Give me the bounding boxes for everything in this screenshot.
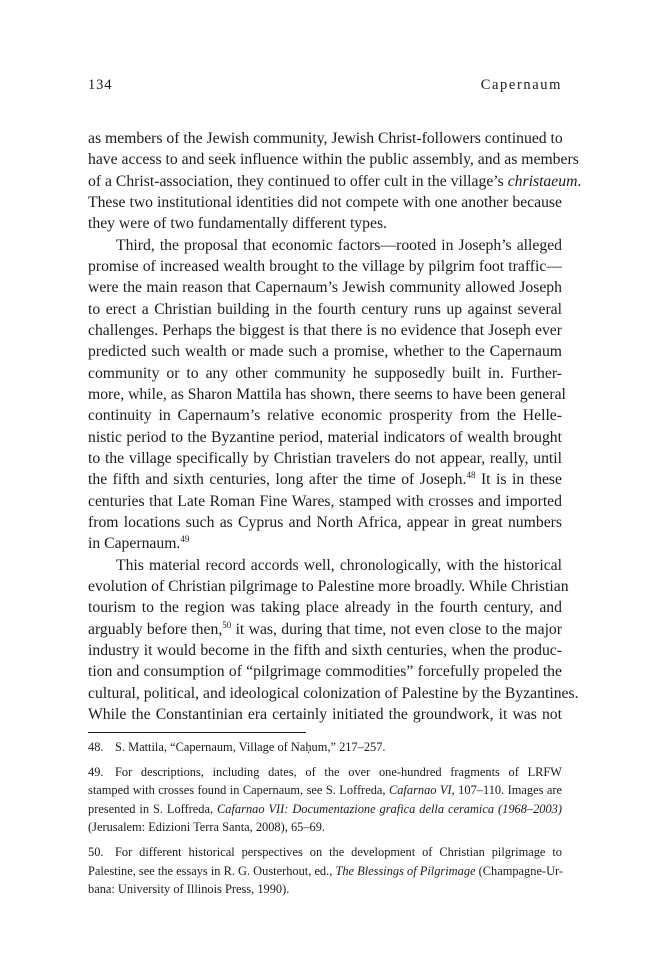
footnote [88, 738, 562, 757]
body-line: from locations such as Cyprus and North Africa, appear in great numbers [88, 513, 562, 531]
body-line: in Capernaum.$^{49}$ [88, 534, 190, 553]
footnote-reference: 50 [222, 619, 232, 630]
footnote-line: 48. S. Mattila, “Capernaum, Village of Naḥum,” 217–257. [88, 738, 562, 757]
footnote-line: stamped with crosses found in Capernaum, see S. Loffreda, Cafarnao VI, 107–110. Images are [88, 783, 562, 798]
body-line: industry it would become in the fifth and sixth centuries, when the produc- [88, 641, 562, 659]
footnote-line: (Jerusalem: Edizioni Terra Santa, 2008), 65–69. [88, 820, 326, 835]
running-title: Capernaum [480, 77, 562, 93]
footnote-number: 50. [88, 844, 104, 859]
running-head [88, 77, 562, 97]
body-line: the fifth and sixth centuries, long after the time of Joseph.$^{48}$ It is in these [88, 470, 562, 489]
footnote-line: bana: University of Illinois Press, 1990). [88, 882, 290, 897]
footnotes [88, 738, 562, 905]
body-line: challenges. Perhaps the biggest is that there is no evidence that Joseph ever [88, 321, 562, 339]
body-line: community or to any other community he supposedly built in. Further- [88, 364, 562, 382]
body-line: tourism to the region was taking place already in the fourth century, and [88, 599, 562, 617]
body-line: These two institutional identities did not compete with one another because [88, 193, 562, 211]
body-line: cultural, political, and ideological colonization of Palestine by the Byzantines. [88, 684, 579, 702]
body-line: Third, the proposal that economic factors—rooted in Joseph’s alleged [116, 236, 562, 254]
footnote-number: 48. [88, 740, 104, 754]
body-line: they were of two fundamentally different types. [88, 215, 387, 233]
italic-title: christaeum [507, 172, 578, 190]
body-line: nistic period to the Byzantine period, material indicators of wealth brought [88, 428, 562, 446]
footnote [88, 843, 562, 899]
body-line: tion and consumption of “pilgrimage commodities” forcefully propeled the [88, 663, 562, 681]
footnote-divider [88, 732, 306, 733]
body-line: arguably before then,$^{50}$ it was, during that time, not even close to the major [88, 619, 563, 638]
body-line: promise of increased wealth brought to the village by pilgrim foot traffic— [88, 257, 562, 275]
body-line: evolution of Christian pilgrimage to Palestine more broadly. While Christian [88, 577, 569, 595]
italic-title: The Blessings of Pilgrimage [335, 863, 476, 878]
body-text [88, 128, 582, 725]
body-line: predicted such wealth or made such a promise, whether to the Capernaum [88, 343, 562, 361]
body-line: were the main reason that Capernaum’s Jewish community allowed Joseph [88, 279, 562, 297]
italic-title: Cafarnao VI [388, 783, 452, 798]
body-line: to erect a Christian building in the fourth century runs up against several [88, 300, 562, 318]
footnote-reference: 48 [466, 470, 476, 481]
page-number: 134 [88, 77, 113, 93]
body-line: more, while, as Sharon Mattila has shown, there seems to have been general [88, 385, 566, 403]
body-line: of a Christ-association, they continued to offer cult in the village’s christaeum. [88, 172, 582, 190]
footnote-line: presented in S. Loffreda, Cafarnao VII: Documentazione grafica della ceramica (1968–2003) [88, 801, 563, 816]
body-line: as members of the Jewish community, Jewish Christ-followers continued to [88, 130, 563, 147]
body-line: to the village specifically by Christian travelers do not appear, really, until [88, 449, 562, 467]
body-line: This material record accords well, chronologically, with the historical [116, 556, 562, 574]
footnote-reference: 49 [180, 534, 190, 545]
body-line: While the Constantinian era certainly initiated the groundwork, it was not [88, 705, 562, 723]
footnote-line: 49. For descriptions, including dates, of the over one-hundred fragments of LRFW [88, 763, 562, 782]
footnote-line: Palestine, see the essays in R. G. Ousterhout, ed., The Blessings of Pilgrimage (Champagne-Ur- [88, 863, 564, 878]
body-line: have access to and seek influence within the public assembly, and as members [88, 151, 579, 169]
body-line: centuries that Late Roman Fine Wares, stamped with crosses and imported [88, 492, 562, 510]
footnote-number: 49. [88, 764, 104, 779]
footnote [88, 763, 562, 837]
italic-title: Cafarnao VII: Documentazione grafica della ceramica (1968–2003) [217, 801, 563, 816]
footnote-line: 50. For different historical perspectives on the development of Christian pilgrimage to [88, 843, 562, 862]
body-line: continuity in Capernaum’s relative economic prosperity from the Helle- [88, 407, 562, 425]
